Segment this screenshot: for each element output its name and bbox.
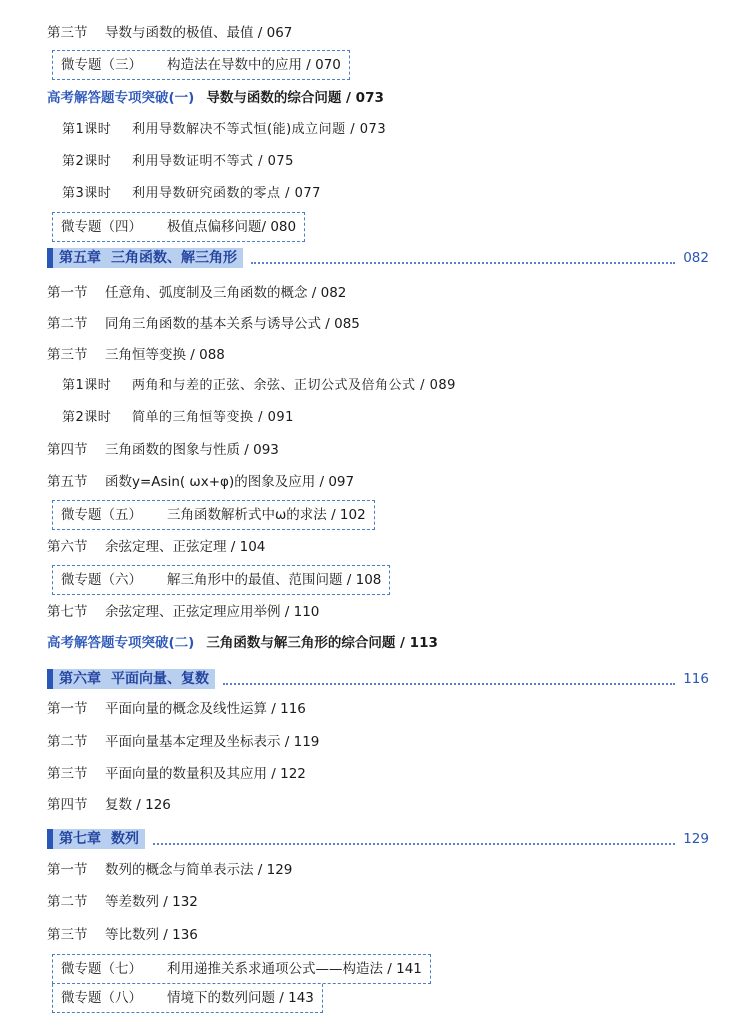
toc-section-entry[interactable] bbox=[47, 922, 198, 948]
micro-topic-label: 微专题（七） bbox=[61, 961, 142, 977]
section-title: 导数与函数的极值、最值 / 067 bbox=[105, 25, 293, 41]
section-title: 等比数列 / 136 bbox=[105, 927, 198, 943]
toc-section-entry[interactable] bbox=[47, 792, 171, 818]
chapter-label: 第六章 bbox=[59, 671, 101, 687]
toc-section-entry[interactable] bbox=[47, 696, 306, 722]
section-label: 第二节 bbox=[47, 734, 88, 750]
section-label: 第七节 bbox=[47, 604, 88, 620]
toc-section-entry[interactable] bbox=[47, 534, 265, 560]
toc-lesson-entry[interactable] bbox=[62, 405, 294, 431]
micro-topic-title: 构造法在导数中的应用 / 070 bbox=[167, 57, 341, 73]
section-title: 余弦定理、正弦定理 / 104 bbox=[105, 539, 266, 555]
section-label: 第六节 bbox=[47, 539, 88, 555]
lesson-title: 简单的三角恒等变换 / 091 bbox=[132, 410, 294, 425]
section-label: 第一节 bbox=[47, 285, 88, 301]
section-title: 平面向量的概念及线性运算 / 116 bbox=[105, 701, 306, 717]
micro-topic-label: 微专题（四） bbox=[61, 219, 142, 235]
toc-lesson-entry[interactable] bbox=[62, 149, 294, 175]
lesson-label: 第3课时 bbox=[62, 186, 112, 201]
micro-topic-title: 利用递推关系求通项公式——构造法 / 141 bbox=[167, 961, 422, 977]
toc-micro-topic-box[interactable] bbox=[52, 50, 350, 80]
micro-topic-label: 微专题（五） bbox=[61, 507, 142, 523]
section-title: 数列的概念与简单表示法 / 129 bbox=[105, 862, 293, 878]
section-title: 三角恒等变换 / 088 bbox=[105, 347, 225, 363]
toc-section-entry[interactable] bbox=[47, 599, 319, 625]
micro-topic-label: 微专题（八） bbox=[61, 990, 142, 1006]
gaokao-title: 三角函数与解三角形的综合问题 / 113 bbox=[206, 635, 438, 651]
section-label: 第五节 bbox=[47, 474, 88, 490]
section-title: 复数 / 126 bbox=[105, 797, 171, 813]
section-label: 第三节 bbox=[47, 347, 88, 363]
section-label: 第三节 bbox=[47, 927, 88, 943]
toc-micro-topic-box[interactable] bbox=[52, 212, 305, 242]
lesson-label: 第1课时 bbox=[62, 122, 112, 137]
toc-section-entry[interactable] bbox=[47, 761, 306, 787]
gaokao-label: 高考解答题专项突破(一) bbox=[47, 90, 195, 106]
micro-topic-title: 解三角形中的最值、范围问题 / 108 bbox=[167, 572, 382, 588]
toc-lesson-entry[interactable] bbox=[62, 373, 456, 399]
section-title: 等差数列 / 132 bbox=[105, 894, 198, 910]
toc-section-entry[interactable] bbox=[47, 437, 279, 463]
gaokao-label: 高考解答题专项突破(二) bbox=[47, 635, 195, 651]
toc-section-entry[interactable] bbox=[47, 342, 225, 368]
lesson-title: 两角和与差的正弦、余弦、正切公式及倍角公式 / 089 bbox=[132, 378, 456, 393]
section-label: 第四节 bbox=[47, 442, 88, 458]
dot-leader bbox=[153, 833, 675, 845]
toc-section-entry[interactable] bbox=[47, 857, 292, 883]
section-label: 第四节 bbox=[47, 797, 88, 813]
toc-micro-topic-box[interactable] bbox=[52, 954, 431, 984]
toc-chapter-heading[interactable] bbox=[47, 246, 709, 270]
section-title: 平面向量的数量积及其应用 / 122 bbox=[105, 766, 306, 782]
chapter-title: 平面向量、复数 bbox=[111, 671, 209, 687]
lesson-title: 利用导数证明不等式 / 075 bbox=[132, 154, 294, 169]
section-label: 第二节 bbox=[47, 316, 88, 332]
gaokao-title: 导数与函数的综合问题 / 073 bbox=[206, 90, 384, 106]
toc-chapter-heading[interactable] bbox=[47, 827, 709, 851]
toc-gaokao-entry[interactable] bbox=[47, 85, 384, 111]
chapter-label: 第五章 bbox=[59, 250, 101, 266]
micro-topic-label: 微专题（三） bbox=[61, 57, 142, 73]
section-label: 第一节 bbox=[47, 862, 88, 878]
chapter-page: 082 bbox=[683, 250, 709, 266]
section-title: 余弦定理、正弦定理应用举例 / 110 bbox=[105, 604, 320, 620]
toc-chapter-heading[interactable] bbox=[47, 667, 709, 691]
section-title: 平面向量基本定理及坐标表示 / 119 bbox=[105, 734, 320, 750]
chapter-title: 数列 bbox=[111, 831, 139, 847]
toc-micro-topic-box[interactable] bbox=[52, 565, 390, 595]
section-label: 第三节 bbox=[47, 766, 88, 782]
section-title: 任意角、弧度制及三角函数的概念 / 082 bbox=[105, 285, 347, 301]
chapter-label: 第七章 bbox=[59, 831, 101, 847]
micro-topic-title: 极值点偏移问题/ 080 bbox=[167, 219, 297, 235]
lesson-title: 利用导数解决不等式恒(能)成立问题 / 073 bbox=[132, 122, 387, 137]
micro-topic-title: 情境下的数列问题 / 143 bbox=[167, 990, 314, 1006]
toc-micro-topic-box[interactable] bbox=[52, 984, 323, 1013]
section-title: 同角三角函数的基本关系与诱导公式 / 085 bbox=[105, 316, 360, 332]
lesson-title: 利用导数研究函数的零点 / 077 bbox=[132, 186, 321, 201]
micro-topic-label: 微专题（六） bbox=[61, 572, 142, 588]
chapter-page: 116 bbox=[683, 671, 709, 687]
lesson-label: 第2课时 bbox=[62, 154, 112, 169]
toc-micro-topic-box[interactable] bbox=[52, 500, 375, 530]
toc-section-entry[interactable] bbox=[47, 20, 292, 46]
section-title: 函数y=Asin( ωx+φ)的图象及应用 / 097 bbox=[105, 474, 355, 490]
lesson-label: 第1课时 bbox=[62, 378, 112, 393]
chapter-title: 三角函数、解三角形 bbox=[111, 250, 237, 266]
toc-section-entry[interactable] bbox=[47, 889, 198, 915]
toc-section-entry[interactable] bbox=[47, 311, 360, 337]
toc-section-entry[interactable] bbox=[47, 280, 346, 306]
toc-lesson-entry[interactable] bbox=[62, 117, 386, 143]
toc-section-entry[interactable] bbox=[47, 729, 319, 755]
lesson-label: 第2课时 bbox=[62, 410, 112, 425]
section-title: 三角函数的图象与性质 / 093 bbox=[105, 442, 279, 458]
toc-lesson-entry[interactable] bbox=[62, 181, 321, 207]
section-label: 第一节 bbox=[47, 701, 88, 717]
micro-topic-title: 三角函数解析式中ω的求法 / 102 bbox=[167, 507, 366, 523]
chapter-page: 129 bbox=[683, 831, 709, 847]
dot-leader bbox=[251, 252, 675, 264]
toc-section-entry[interactable] bbox=[47, 469, 354, 495]
section-label: 第三节 bbox=[47, 25, 88, 41]
toc-gaokao-entry[interactable] bbox=[47, 630, 438, 656]
section-label: 第二节 bbox=[47, 894, 88, 910]
dot-leader bbox=[223, 673, 675, 685]
